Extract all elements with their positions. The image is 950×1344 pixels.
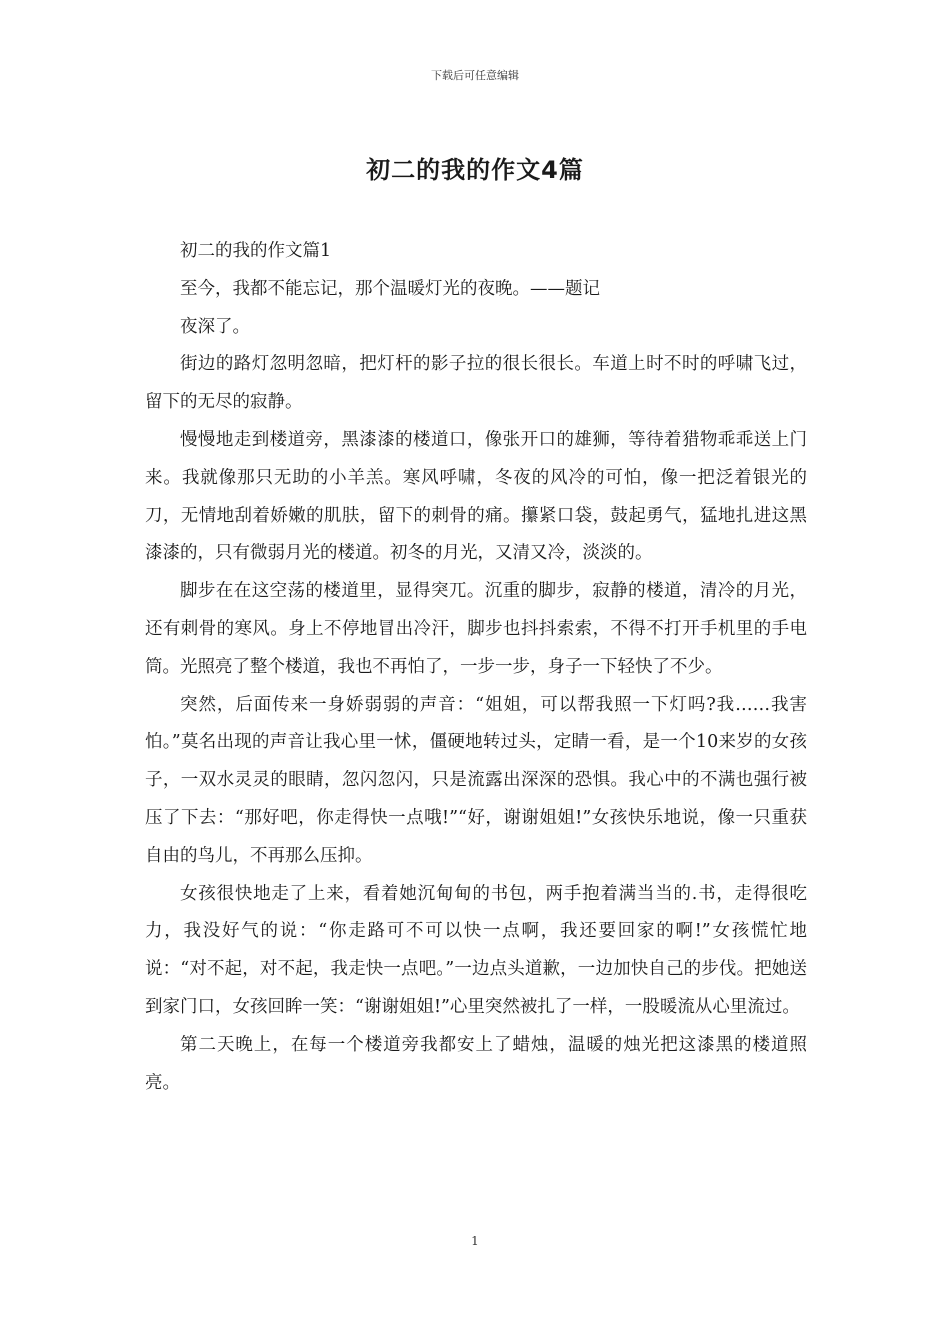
paragraph: 突然，后面传来一身娇弱弱的声音：“姐姐，可以帮我照一下灯吗?我……我害怕。”莫名出现的声音让我心里一怵，僵硬地转过头，定睛一看，是一个10来岁的女孩子，一双水灵灵的眼睛，忽闪忽闪，只是流露出深深的恐惧。我心中的不满也强行被压了下去：“那好吧，你走得快一点哦!”“好，谢谢姐姐!”女孩快乐地说，像一只重获自由的鸟儿，不再那么压抑。 <box>145 694 807 866</box>
paragraph: 女孩很快地走了上来，看着她沉甸甸的书包，两手抱着满当当的.书，走得很吃力，我没好气的说：“你走路可不可以快一点啊，我还要回家的啊!”女孩慌忙地说：“对不起，对不起，我走快一点吧。”一边点头道歉，一边加快自己的步伐。把她送到家门口，女孩回眸一笑：“谢谢姐姐!”心里突然被扎了一样，一股暖流从心里流过。 <box>145 883 807 1017</box>
paragraph: 第二天晚上，在每一个楼道旁我都安上了蜡烛，温暖的烛光把这漆黑的楼道照亮。 <box>145 1034 807 1093</box>
paragraph: 慢慢地走到楼道旁，黑漆漆的楼道口，像张开口的雄狮，等待着猎物乖乖送上门来。我就像那只无助的小羊羔。寒风呼啸，冬夜的风冷的可怕，像一把泛着银光的刀，无情地刮着娇嫩的肌肤，留下的刺骨的痛。攥紧口袋，鼓起勇气，猛地扎进这黑漆漆的，只有微弱月光的楼道。初冬的月光，又清又冷，淡淡的。 <box>145 429 807 564</box>
paragraph: 脚步在在这空荡的楼道里，显得突兀。沉重的脚步，寂静的楼道，清冷的月光，还有刺骨的寒风。身上不停地冒出冷汗，脚步也抖抖索索，不得不打开手机里的手电筒。光照亮了整个楼道，我也不再怕了，一步一步，身子一下轻快了不少。 <box>145 581 807 677</box>
article-body <box>145 233 807 1102</box>
section-heading: 初二的我的作文篇1 <box>180 241 332 261</box>
paragraph: 街边的路灯忽明忽暗，把灯杆的影子拉的很长很长。车道上时不时的呼啸飞过，留下的无尽的寂静。 <box>145 354 807 413</box>
page-number: 1 <box>471 1234 479 1248</box>
paragraph: 至今，我都不能忘记，那个温暖灯光的夜晚。——题记 <box>180 278 600 299</box>
header-note: 下载后可任意编辑 <box>431 69 519 82</box>
paragraph: 夜深了。 <box>180 316 250 337</box>
document-title: 初二的我的作文4篇 <box>366 156 584 184</box>
